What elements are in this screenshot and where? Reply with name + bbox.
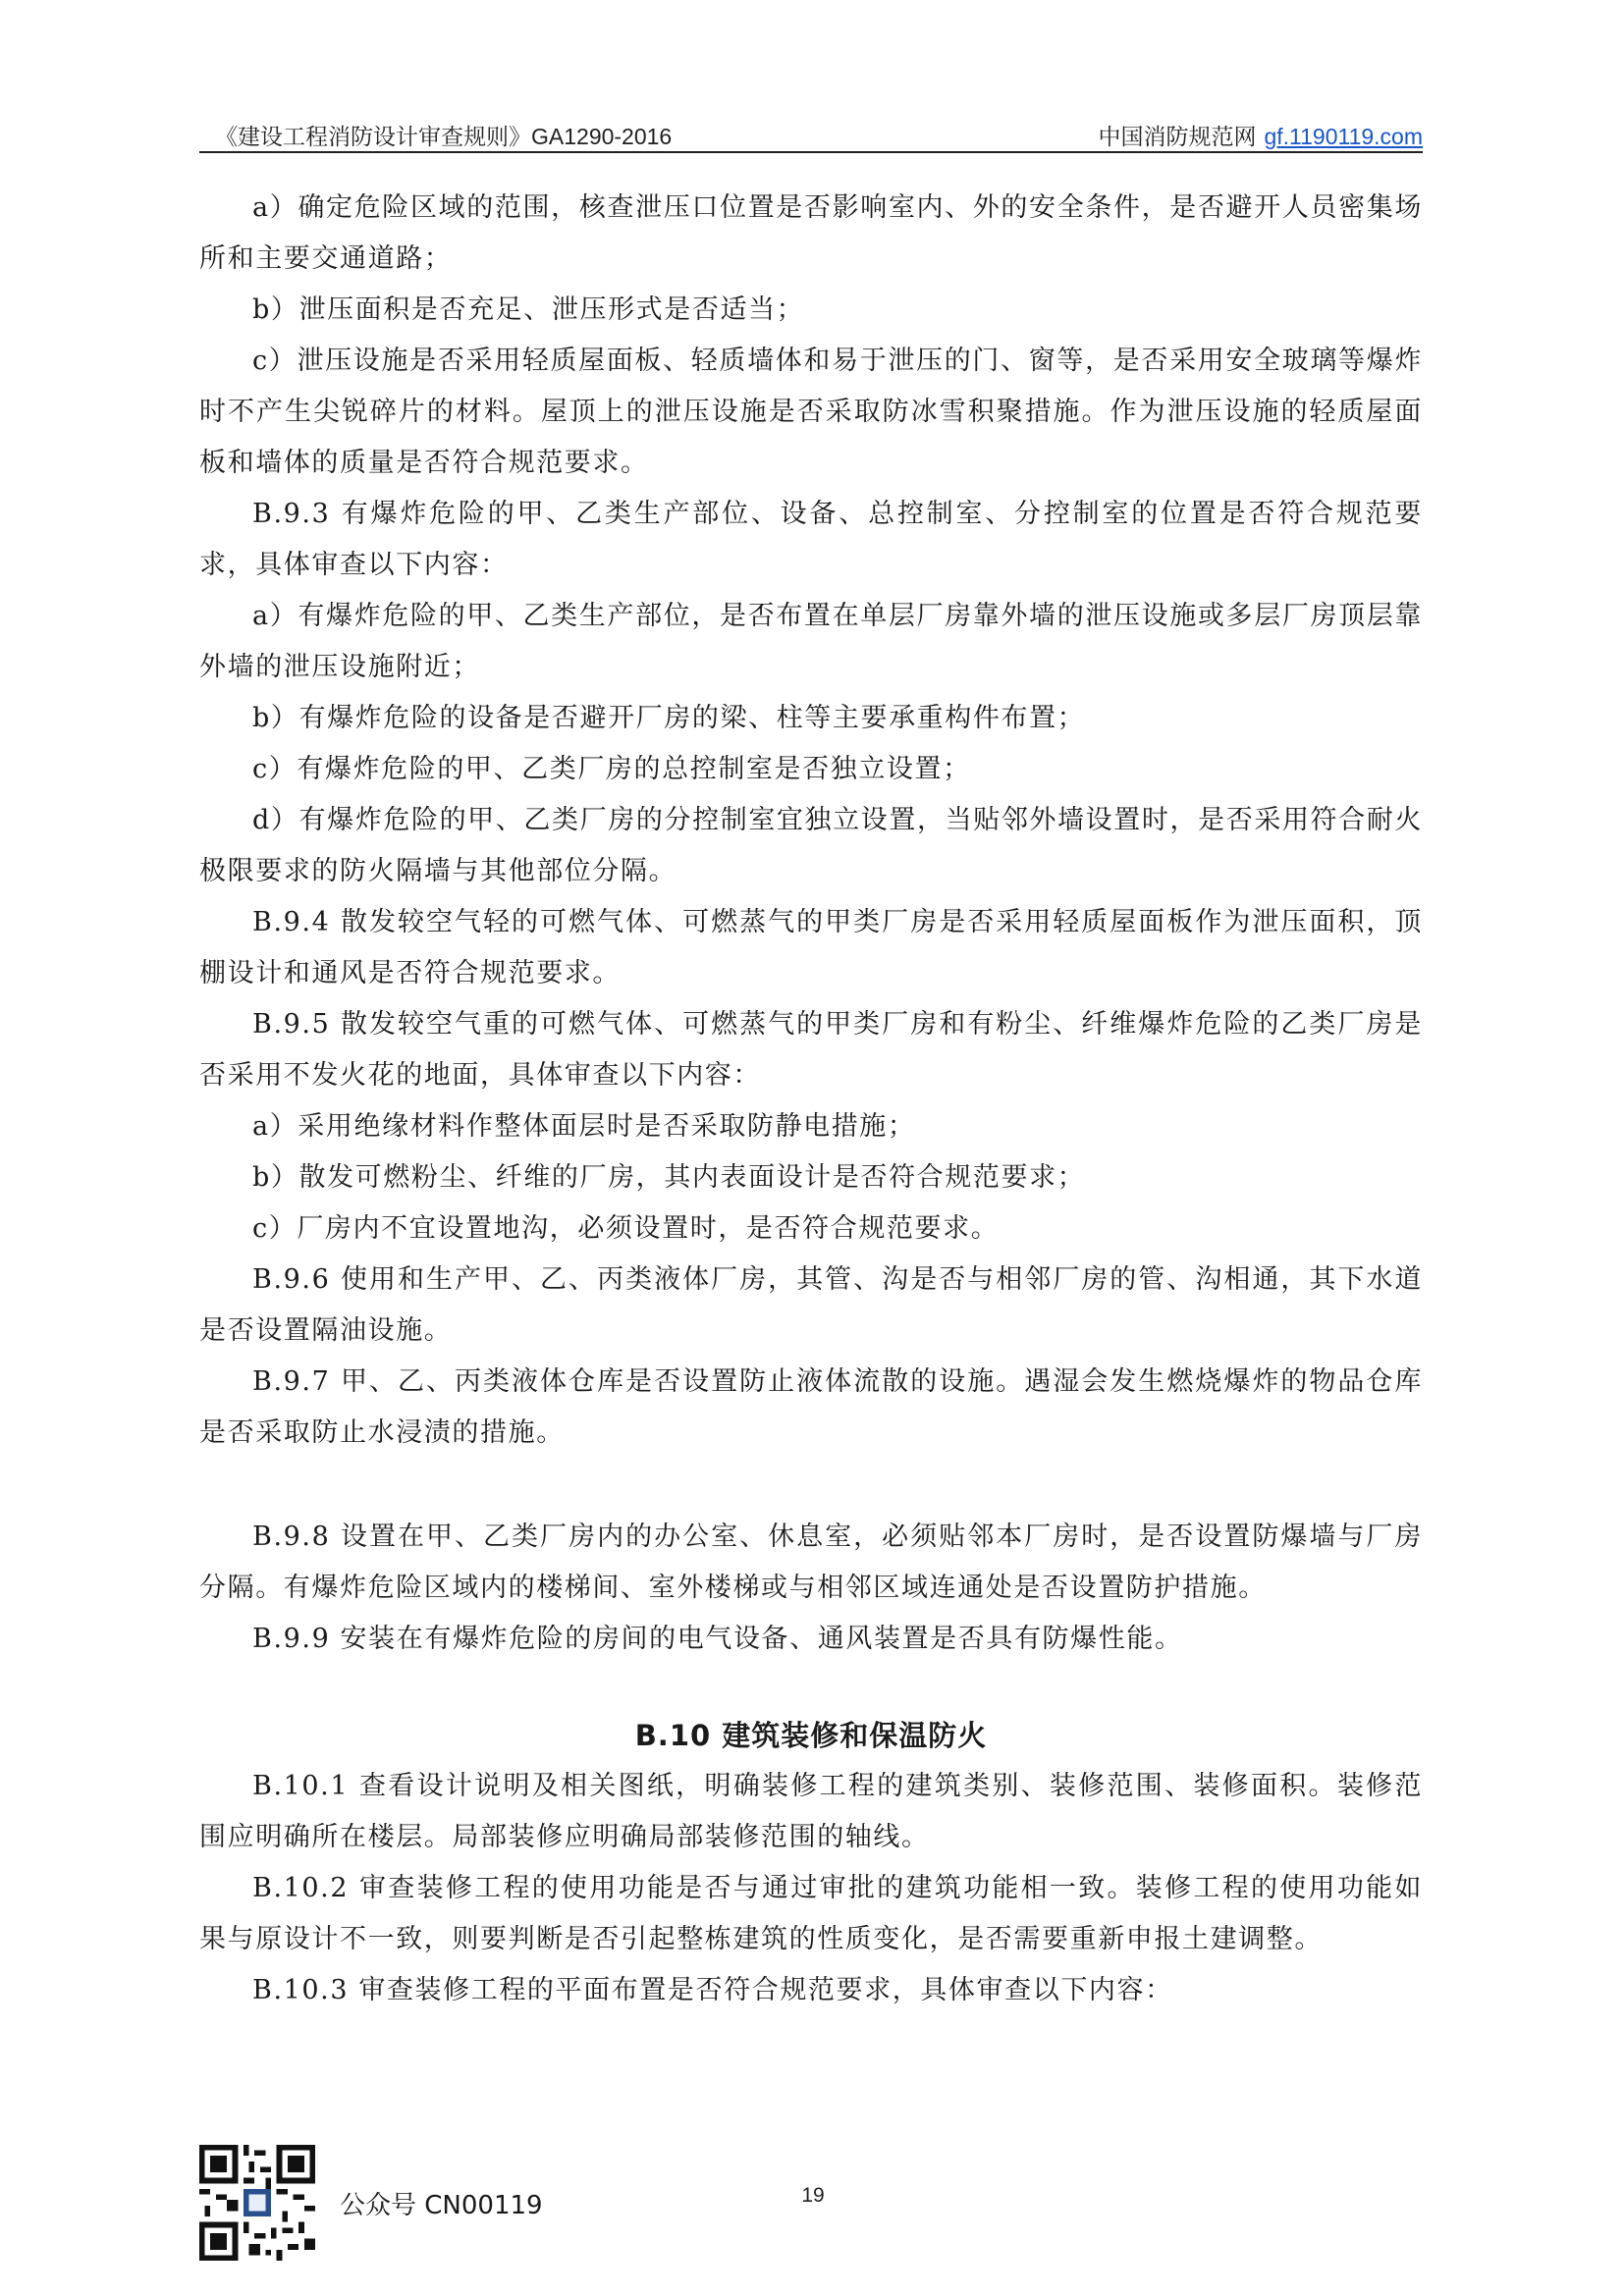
wechat-account: 公众号 CN00119 [340, 2191, 543, 2220]
clause-b-9-4: B.9.4 散发较空气轻的可燃气体、可燃蒸气的甲类厂房是否采用轻质屋面板作为泄压面积，顶棚设计和通风是否符合规范要求。 [199, 907, 1423, 988]
paragraph: a）采用绝缘材料作整体面层时是否采取防静电措施； [252, 1111, 916, 1142]
clause-b-9-5: B.9.5 散发较空气重的可燃气体、可燃蒸气的甲类厂房和有粉尘、纤维爆炸危险的乙类厂房是否采用不发火花的地面，具体审查以下内容： [199, 1009, 1423, 1091]
site-link[interactable]: gf.1190119.com [1264, 124, 1423, 149]
section-heading: B.10 建筑装修和保温防火 [634, 1719, 988, 1752]
clause-b-10-2: B.10.2 审查装修工程的使用功能是否与通过审批的建筑功能相一致。装修工程的使用功能如果与原设计不一致，则要判断是否引起整栋建筑的性质变化，是否需要重新申报土建调整。 [199, 1873, 1423, 1954]
paragraph: a）确定危险区域的范围，核查泄压口位置是否影响室内、外的安全条件，是否避开人员密集场所和主要交通道路； [199, 192, 1423, 274]
document-title: 《建设工程消防设计审查规则》GA1290-2016 [215, 124, 673, 149]
site-info [1098, 119, 1423, 151]
paragraph: c）厂房内不宜设置地沟，必须设置时，是否符合规范要求。 [252, 1213, 1000, 1244]
page-number: 19 [801, 2184, 825, 2207]
clause-b-9-6: B.9.6 使用和生产甲、乙、丙类液体厂房，其管、沟是否与相邻厂房的管、沟相通，其下水道是否设置隔油设施。 [199, 1264, 1423, 1346]
clause-b-10-1: B.10.1 查看设计说明及相关图纸，明确装修工程的建筑类别、装修范围、装修面积。装修范围应明确所在楼层。局部装修应明确局部装修范围的轴线。 [199, 1771, 1423, 1852]
clause-b-9-7: B.9.7 甲、乙、丙类液体仓库是否设置防止液体流散的设施。遇湿会发生燃烧爆炸的物品仓库是否采取防止水浸渍的措施。 [199, 1366, 1423, 1448]
page-header [199, 114, 1423, 153]
clause-b-9-8: B.9.8 设置在甲、乙类厂房内的办公室、休息室，必须贴邻本厂房时，是否设置防爆墙与厂房分隔。有爆炸危险区域内的楼梯间、室外楼梯或与相邻区域连通处是否设置防护措施。 [199, 1522, 1423, 1603]
clause-b-9-9: B.9.9 安装在有爆炸危险的房间的电气设备、通风装置是否具有防爆性能。 [252, 1624, 1183, 1654]
spacer [199, 1665, 1423, 1710]
site-name: 中国消防规范网 [1098, 124, 1257, 149]
page-body [199, 183, 1423, 2016]
paragraph: c）有爆炸危险的甲、乙类厂房的总控制室是否独立设置； [252, 754, 971, 784]
clause-b-9-3: B.9.3 有爆炸危险的甲、乙类生产部位、设备、总控制室、分控制室的位置是否符合规范要求，具体审查以下内容： [199, 499, 1423, 580]
paragraph: b）有爆炸危险的设备是否避开厂房的梁、柱等主要承重构件布置； [252, 703, 1086, 733]
paragraph: b）泄压面积是否充足、泄压形式是否适当； [252, 294, 805, 325]
paragraph: b）散发可燃粉尘、纤维的厂房，其内表面设计是否符合规范要求； [252, 1162, 1086, 1193]
spacer [199, 1459, 1423, 1512]
paragraph: d）有爆炸危险的甲、乙类厂房的分控制室宜独立设置，当贴邻外墙设置时，是否采用符合耐火极限要求的防火隔墙与其他部位分隔。 [199, 805, 1423, 886]
clause-b-10-3: B.10.3 审查装修工程的平面布置是否符合规范要求，具体审查以下内容： [252, 1975, 1173, 2005]
paragraph: c）泄压设施是否采用轻质屋面板、轻质墙体和易于泄压的门、窗等，是否采用安全玻璃等爆炸时不产生尖锐碎片的材料。屋顶上的泄压设施是否采取防冰雪积聚措施。作为泄压设施的轻质屋面板和墙体的质量是否符合规范要求。 [199, 346, 1423, 478]
qr-code [199, 2145, 315, 2261]
paragraph: a）有爆炸危险的甲、乙类生产部位，是否布置在单层厂房靠外墙的泄压设施或多层厂房顶层靠外墙的泄压设施附近； [199, 601, 1423, 682]
